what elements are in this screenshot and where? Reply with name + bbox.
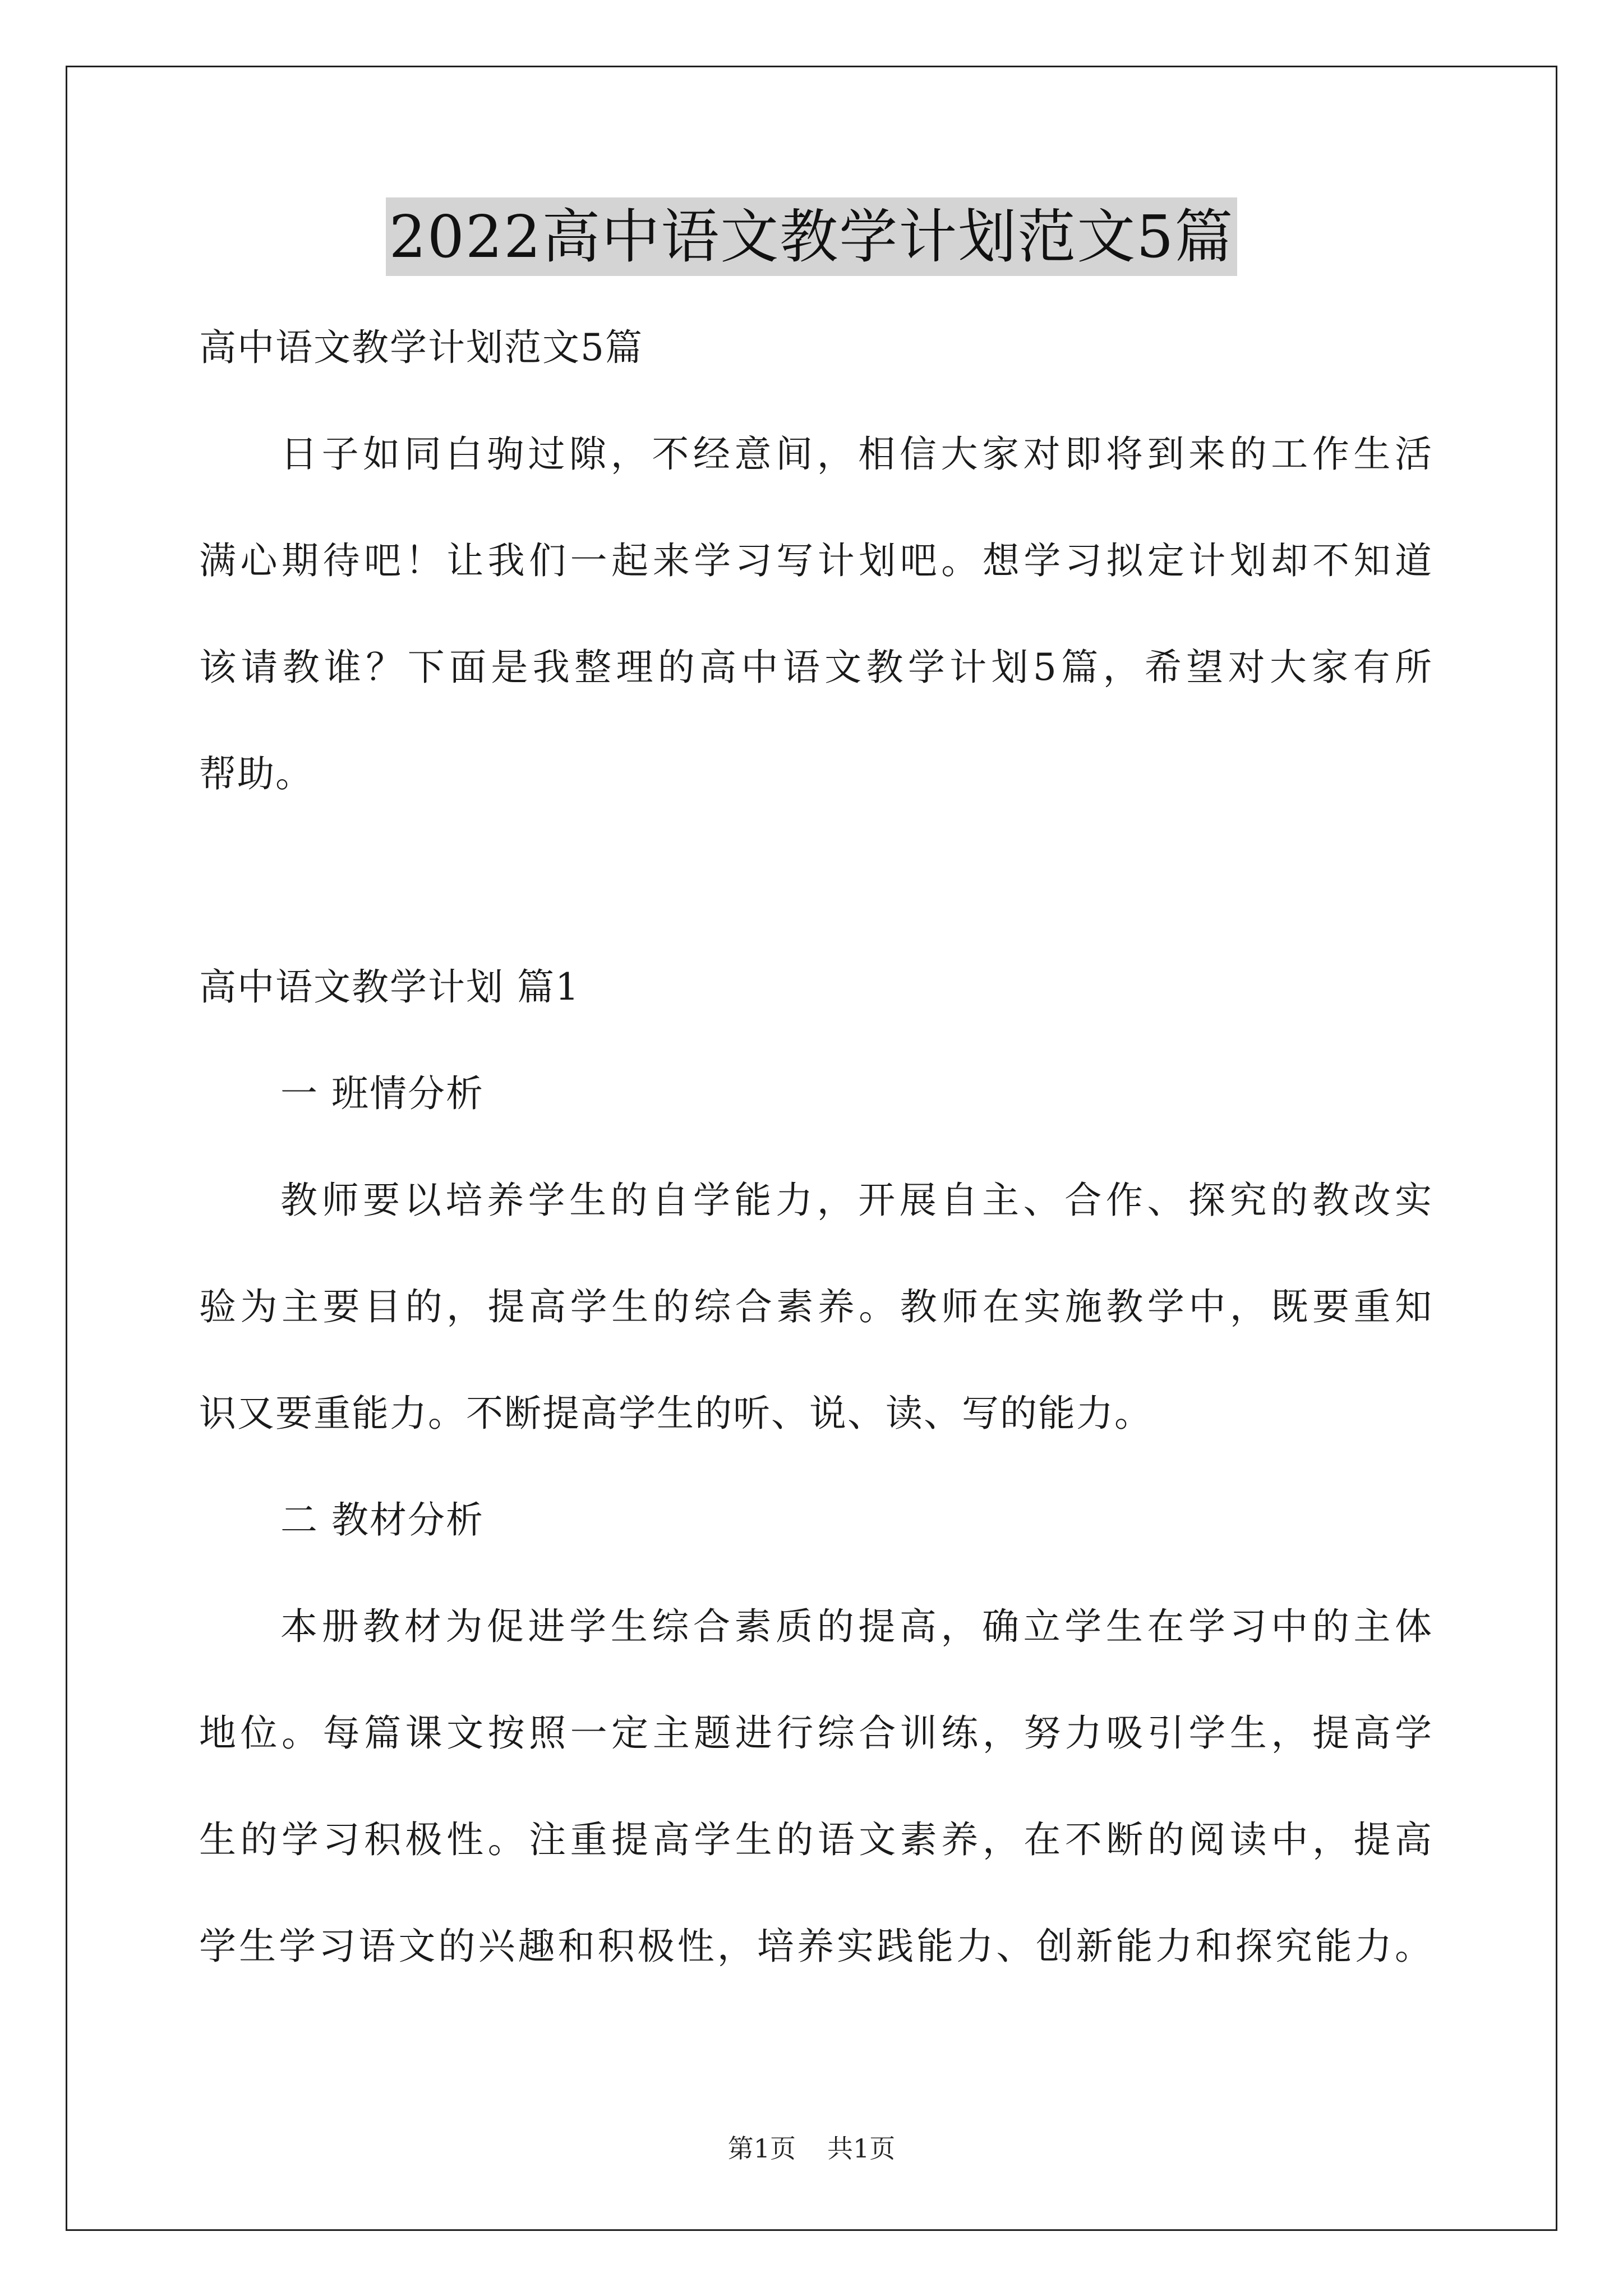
- paragraph-line: 本册教材为促进学生综合素质的提高，确立学生在学习中的主体: [280, 1605, 1433, 1648]
- section-heading: 高中语文教学计划 篇1: [199, 965, 580, 1009]
- intro-line: 该请教谁？下面是我整理的高中语文教学计划5篇，希望对大家有所: [199, 646, 1433, 689]
- intro-line: 帮助。: [199, 752, 313, 795]
- paragraph-line: 验为主要目的，提高学生的综合素养。教师在实施教学中，既要重知: [199, 1285, 1433, 1328]
- document-subtitle: 高中语文教学计划范文5篇: [199, 326, 643, 369]
- paragraph-line: 学生学习语文的兴趣和积极性，培养实践能力、创新能力和探究能力。: [199, 1925, 1433, 1968]
- paragraph-line: 生的学习积极性。注重提高学生的语文素养，在不断的阅读中，提高: [199, 1818, 1433, 1861]
- document-title: 2022高中语文教学计划范文5篇: [386, 197, 1238, 276]
- intro-line: 满心期待吧！让我们一起来学习写计划吧。想学习拟定计划却不知道: [199, 539, 1433, 582]
- subsection-heading-textbook-analysis: 二 教材分析: [280, 1498, 484, 1542]
- intro-line: 日子如同白驹过隙，不经意间，相信大家对即将到来的工作生活: [280, 432, 1433, 476]
- title-container: [0, 197, 1623, 276]
- paragraph-gap: [199, 827, 1433, 934]
- page-total: 共1页: [827, 2133, 896, 2164]
- document-body: [199, 295, 1433, 2000]
- paragraph-line: 地位。每篇课文按照一定主题进行综合训练，努力吸引学生，提高学: [199, 1711, 1433, 1755]
- paragraph-line: 教师要以培养学生的自学能力，开展自主、合作、探究的教改实: [280, 1179, 1433, 1222]
- paragraph-line: 识又要重能力。不断提高学生的听、说、读、写的能力。: [199, 1392, 1152, 1435]
- page-number: 第1页: [727, 2133, 796, 2164]
- page-footer: [0, 2132, 1623, 2165]
- subsection-heading-class-analysis: 一 班情分析: [280, 1072, 484, 1115]
